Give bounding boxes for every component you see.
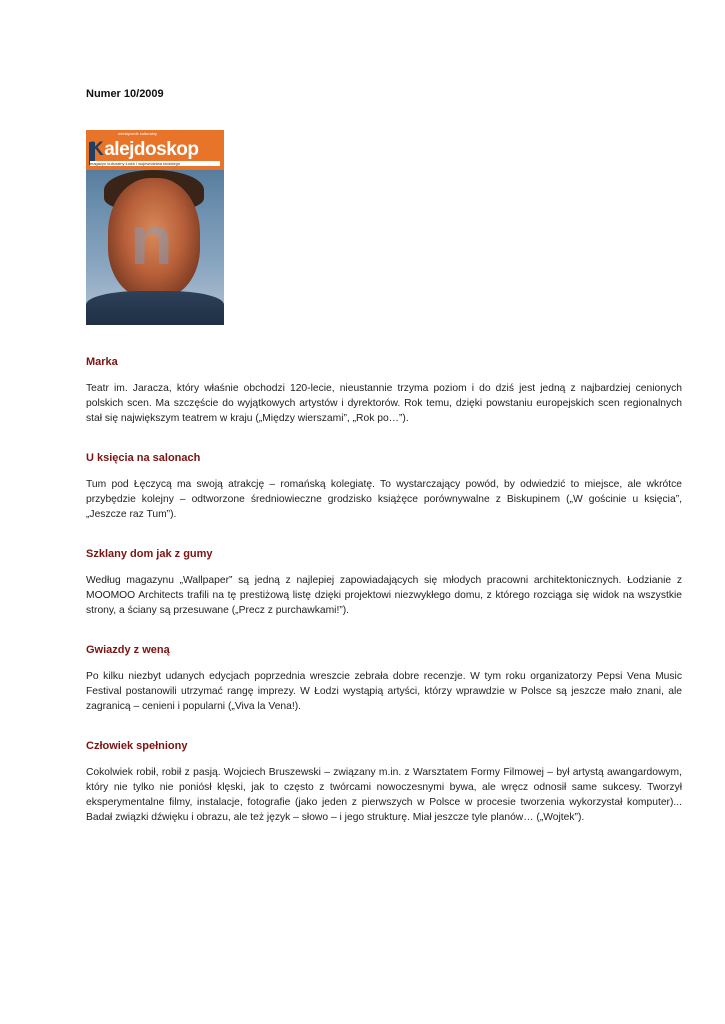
cover-photo-shoulders <box>86 291 224 325</box>
section-body: Tum pod Łęczycą ma swoją atrakcję – romańską kolegiatę. To wystarczający powód, by odwiedzić to miejsce, ale wkrótce przybędzie kolejny – odtworzone średniowieczne grodzisko książęce porównywalne z Biskupinem („W gościnie u księcia”, „Jeszcze raz Tum”). <box>86 479 682 520</box>
section-body: Według magazynu „Wallpaper” są jedną z najlepiej zapowiadających się młodych pracowni architektonicznych. Łodzianie z MOOMOO Architects trafili na tę prestiżową listę dzięki projektowi niezwykłego domu, z którego rozciąga się widok na wszystkie strony, a ściany są przesuwane („Precz z purchawkami!”). <box>86 575 682 616</box>
section-title: Człowiek spełniony <box>86 740 188 752</box>
section-gwiazdy <box>86 643 682 714</box>
section-marka <box>86 355 682 426</box>
cover-top-text: miesięcznik kulturalny <box>118 131 157 136</box>
section-title: U księcia na salonach <box>86 452 201 464</box>
cover-title-initial: K <box>90 139 104 160</box>
section-szklany-dom <box>86 547 682 618</box>
cover-overlay-letter: n <box>130 201 173 279</box>
section-body: Po kilku niezbyt udanych edycjach poprzednia wreszcie zebrała dobre recenzje. W tym roku organizatorzy Pepsi Vena Music Festival postanowili utrzymać rangę imprezy. W Łodzi wystąpią artyści, którzy wprawdzie w Polsce są jeszcze mało znani, ale zagranicą – cenieni i popularni („Viva la Vena!). <box>86 671 682 712</box>
cover-masthead <box>86 130 224 170</box>
section-title: Marka <box>86 356 118 368</box>
cover-title-rest: alejdoskop <box>104 139 199 160</box>
section-czlowiek-spelniony <box>86 739 682 825</box>
issue-number: Numer 10/2009 <box>86 88 164 100</box>
section-title: Szklany dom jak z gumy <box>86 548 213 560</box>
cover-title <box>90 139 198 161</box>
section-body: Cokolwiek robił, robił z pasją. Wojciech Bruszewski – związany m.in. z Warsztatem Formy Filmowej – był artystą awangardowym, który nie tylko nie poniósł klęski, jak to często z twórcami nowoczesnymi bywa, ale wręcz odnosił same sukcesy. Tworzył eksperymentalne filmy, instalacje, fotografie (jako jeden z pierwszych w Polsce w procesie tworzenia wykorzystał komputer)... Badał związki dźwięku i obrazu, ale też język – słowo – i jego strukturę. Miał jeszcze tyle planów… („Wojtek”). <box>86 767 682 823</box>
section-body: Teatr im. Jaracza, który właśnie obchodzi 120-lecie, nieustannie trzyma poziom i do dziś jest jedną z najbardziej cenionych polskich scen. Ma szczęście do wyjątkowych artystów i dyrektorów. Rok temu, dzięki powstaniu europejskich scen regionalnych stał się największym teatrem w kraju („Między wierszami”, „Rok po…”). <box>86 383 682 424</box>
magazine-cover-image <box>86 130 224 325</box>
section-title: Gwiazdy z weną <box>86 644 170 656</box>
section-u-ksiecia <box>86 451 682 522</box>
cover-subtitle: magazyn kulturalny Łodzi i województwa łódzkiego <box>90 161 220 166</box>
